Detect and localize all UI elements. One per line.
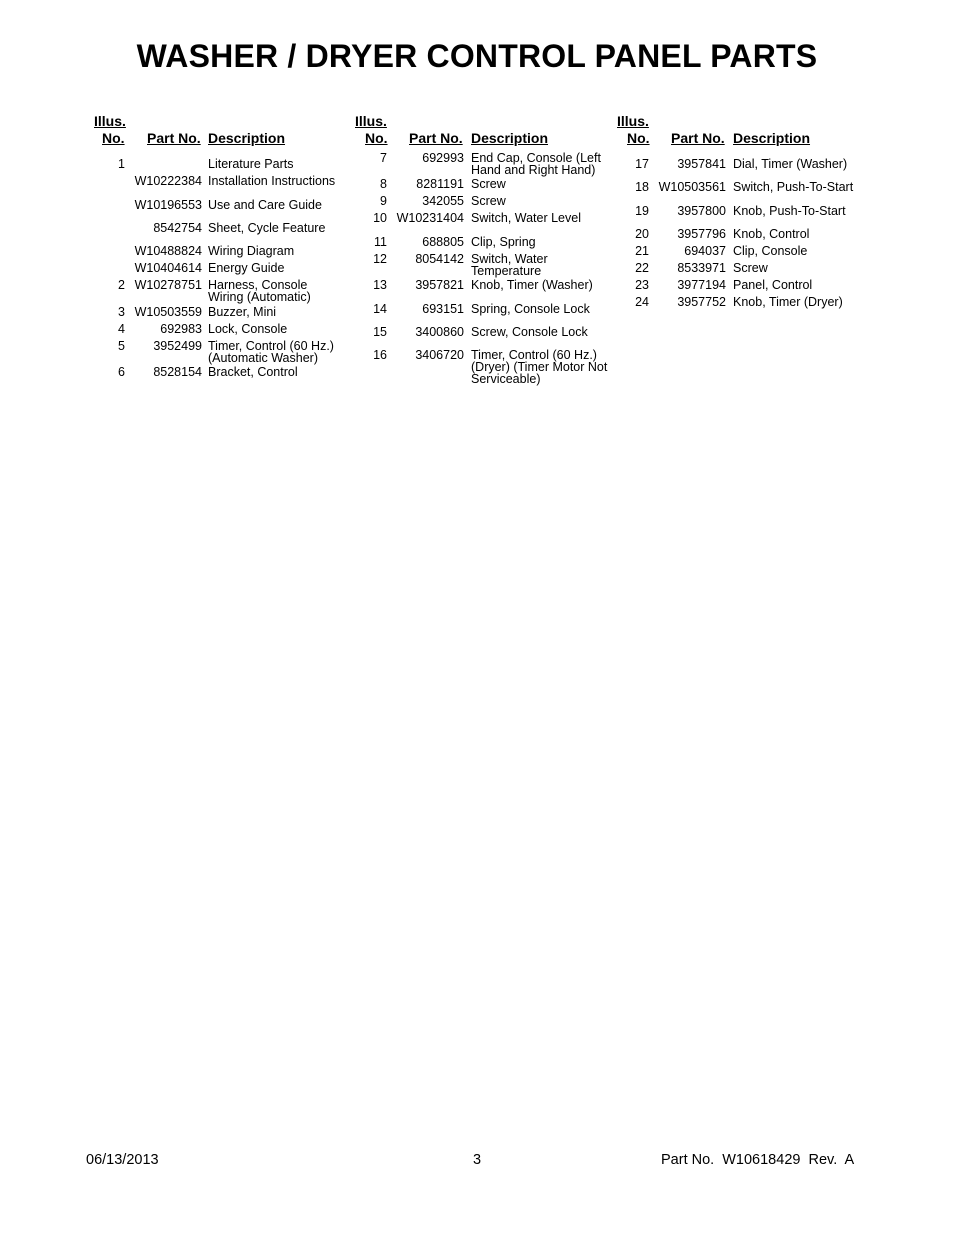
illus-number: 14 — [373, 302, 387, 316]
illus-number: 19 — [635, 204, 649, 218]
part-number: 3952499 — [153, 339, 202, 353]
illus-number: 15 — [373, 325, 387, 339]
part-number: 3957821 — [415, 278, 464, 292]
part-description: Switch, Push-To-Start — [733, 180, 854, 194]
part-description: Energy Guide — [208, 261, 285, 275]
part-description: Knob, Timer (Washer) — [471, 278, 593, 292]
illus-number: 11 — [374, 235, 387, 249]
illus-number: 6 — [118, 365, 125, 379]
part-description: Lock, Console — [208, 322, 288, 336]
part-number: 3977194 — [677, 278, 726, 292]
part-description: Knob, Control — [733, 227, 810, 241]
part-description: Literature Parts — [208, 157, 294, 171]
header-no: No. — [365, 130, 388, 146]
header-illus: Illus. — [355, 113, 387, 129]
illus-number: 7 — [380, 151, 387, 165]
part-number: 692983 — [160, 322, 202, 336]
part-number: W10196553 — [134, 198, 202, 212]
part-number: 3957752 — [677, 295, 726, 309]
part-number: 8528154 — [153, 365, 202, 379]
illus-number: 22 — [635, 261, 649, 275]
footer-date: 06/13/2013 — [86, 1152, 159, 1168]
part-description: Timer, Control (60 Hz.) (Automatic Washer) — [208, 339, 334, 365]
illus-number: 17 — [635, 157, 649, 171]
illus-number: 4 — [118, 322, 125, 336]
part-description: Screw — [733, 261, 768, 275]
illus-number: 9 — [380, 194, 387, 208]
header-part-no: Part No. — [147, 130, 201, 146]
header-description: Description — [208, 130, 286, 146]
part-number: W10503561 — [658, 180, 726, 194]
footer-page-number: 3 — [473, 1152, 482, 1168]
illus-number: 1 — [118, 157, 125, 171]
part-description: Knob, Timer (Dryer) — [733, 295, 843, 309]
header-no: No. — [102, 130, 125, 146]
part-number: 688805 — [422, 235, 464, 249]
part-description: Switch, Water Level — [471, 211, 581, 225]
part-description: End Cap, Console (Left Hand and Right Hand) — [471, 151, 601, 177]
illus-number: 13 — [373, 278, 387, 292]
part-number: 8542754 — [153, 221, 202, 235]
illus-number: 24 — [635, 295, 649, 309]
part-description: Buzzer, Mini — [208, 305, 277, 319]
part-description: Installation Instructions — [208, 174, 336, 188]
illus-number: 5 — [118, 339, 125, 353]
part-number: 693151 — [422, 302, 464, 316]
header-description: Description — [471, 130, 549, 146]
part-description: Panel, Control — [733, 278, 813, 292]
part-description: Harness, Console Wiring (Automatic) — [208, 278, 311, 304]
part-number: 8533971 — [677, 261, 726, 275]
illus-number: 18 — [635, 180, 649, 194]
part-description: Screw — [471, 194, 506, 208]
illus-number: 21 — [635, 244, 649, 258]
part-description: Switch, Water Temperature — [471, 252, 548, 278]
part-number: 8054142 — [415, 252, 464, 266]
part-description: Screw, Console Lock — [471, 325, 588, 339]
part-description: Clip, Console — [733, 244, 808, 258]
part-description: Wiring Diagram — [208, 244, 295, 258]
part-number: W10222384 — [134, 174, 202, 188]
illus-number: 16 — [373, 348, 387, 362]
part-description: Spring, Console Lock — [471, 302, 590, 316]
illus-number: 12 — [373, 252, 387, 266]
illus-number: 23 — [635, 278, 649, 292]
illus-number: 8 — [380, 177, 387, 191]
part-description: Screw — [471, 177, 506, 191]
part-number: 3957841 — [677, 157, 726, 171]
illus-number: 20 — [635, 227, 649, 241]
part-number: 3957796 — [677, 227, 726, 241]
part-number: W10503559 — [134, 305, 202, 319]
part-number: 3406720 — [415, 348, 464, 362]
footer-part-number: Part No. W10618429 Rev. A — [661, 1152, 855, 1168]
header-part-no: Part No. — [409, 130, 463, 146]
part-description: Use and Care Guide — [208, 198, 322, 212]
part-description: Knob, Push-To-Start — [733, 204, 846, 218]
part-number: W10404614 — [134, 261, 202, 275]
part-number: 694037 — [684, 244, 726, 258]
part-description: Dial, Timer (Washer) — [733, 157, 848, 171]
part-description: Timer, Control (60 Hz.) (Dryer) (Timer Motor Not Serviceable) — [471, 348, 608, 386]
part-description: Bracket, Control — [208, 365, 298, 379]
part-number: W10488824 — [134, 244, 202, 258]
part-number: 692993 — [422, 151, 464, 165]
header-description: Description — [733, 130, 811, 146]
part-number: 342055 — [422, 194, 464, 208]
part-description: Clip, Spring — [471, 235, 536, 249]
header-part-no: Part No. — [671, 130, 725, 146]
part-description: Sheet, Cycle Feature — [208, 221, 326, 235]
part-number: W10231404 — [396, 211, 464, 225]
part-number: 3400860 — [415, 325, 464, 339]
illus-number: 10 — [373, 211, 387, 225]
header-illus: Illus. — [94, 113, 126, 129]
illus-number: 3 — [118, 305, 125, 319]
header-no: No. — [627, 130, 650, 146]
part-number: 3957800 — [677, 204, 726, 218]
page-title: WASHER / DRYER CONTROL PANEL PARTS — [136, 38, 818, 74]
illus-number: 2 — [118, 278, 125, 292]
header-illus: Illus. — [617, 113, 649, 129]
part-number: W10278751 — [134, 278, 202, 292]
part-number: 8281191 — [416, 177, 464, 191]
